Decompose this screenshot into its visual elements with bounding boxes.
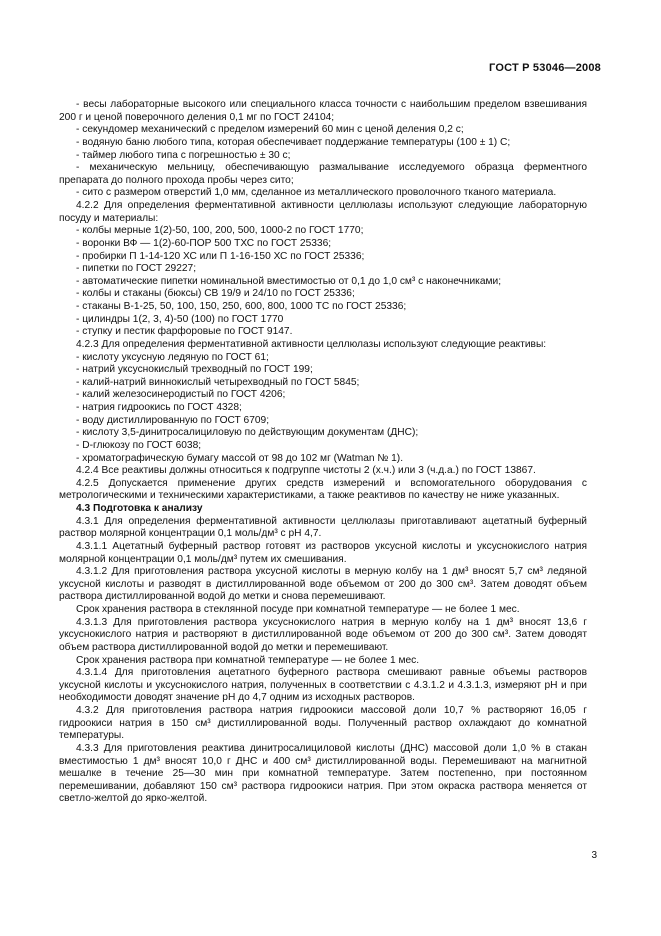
paragraph: - цилиндры 1(2, 3, 4)-50 (100) по ГОСТ 1770 — [76, 313, 284, 325]
page-number: 3 — [591, 850, 597, 861]
paragraph: 4.3.2 Для приготовления раствора натрия гидроокиси массовой доли 10,7 % растворяют 16,05 г гидроокиси натрия в 150 см³ дистиллированной воды. Полученный раствор охлаждают до комнатной температуры. — [59, 705, 587, 742]
section-heading: 4.3 Подготовка к анализу — [76, 503, 203, 514]
paragraph: - кислоту 3,5-динитросалициловую по действующим документам (ДНС); — [76, 427, 419, 439]
paragraph: 4.3.3 Для приготовления реактива динитросалициловой кислоты (ДНС) массовой доли 1,0 % в стакан вместимостью 1 дм³ вносят 10,0 г ДНС и 400 см³ дистиллированной воды. Перемешивают на магнитной мешалке в течение 25—30 мин при комнатной температуре. Затем постепенно, при постоянном перемешивании, добавляют 150 см³ раствора гидроокиси натрия. При этом окраска раствора меняется от светло-желтой до ярко-желтой. — [59, 742, 587, 805]
paragraph: - пробирки П 1-14-120 ХС или П 1-16-150 ХС по ГОСТ 25336; — [76, 250, 365, 262]
paragraph: - водяную баню любого типа, которая обеспечивает поддержание температуры (100 ± 1) С; — [76, 136, 511, 148]
paragraph: - D-глюкозу по ГОСТ 6038; — [76, 439, 202, 451]
paragraph: - весы лабораторные высокого или специального класса точности с наибольшим пределом взвешивания 200 г и ценой поверочного деления 0,1 мг по ГОСТ 24104; — [59, 99, 587, 123]
standard-header: ГОСТ Р 53046—2008 — [489, 62, 601, 74]
paragraph: Срок хранения раствора при комнатной температуре — не более 1 мес. — [76, 654, 420, 666]
paragraph: - ступку и пестик фарфоровые по ГОСТ 9147. — [76, 326, 293, 338]
paragraph: - колбы и стаканы (бюксы) СВ 19/9 и 24/10 по ГОСТ 25336; — [76, 288, 355, 300]
paragraph: Срок хранения раствора в стеклянной посуде при комнатной температуре — не более 1 мес. — [76, 604, 520, 615]
paragraph: - стаканы В-1-25, 50, 100, 150, 250, 600, 800, 1000 ТС по ГОСТ 25336; — [76, 301, 407, 312]
paragraph: 4.3.1 Для определения ферментативной активности целлюлазы приготавливают ацетатный буферный раствор молярной концентрации 0,1 моль/дм³ с pH 4,7. — [59, 515, 587, 540]
paragraph: 4.2.3 Для определения ферментативной активности целлюлазы используют следующие реактивы: — [76, 338, 547, 350]
paragraph: 4.2.5 Допускается применение других средств измерений и вспомогательного оборудования с метрологическими и техническими характеристиками, а также реактивов по качеству не ниже указанных. — [59, 477, 587, 502]
paragraph: - кислоту уксусную ледяную по ГОСТ 61; — [76, 351, 269, 363]
paragraph: - механическую мельницу, обеспечивающую размалывание исследуемого образца ферментного препарата до полного прохода пробы через сито; — [59, 162, 587, 186]
paragraph: - колбы мерные 1(2)-50, 100, 200, 500, 1000-2 по ГОСТ 1770; — [76, 225, 364, 237]
paragraph: - натрия гидроокись по ГОСТ 4328; — [76, 402, 242, 413]
paragraph: - калий железосинеродистый по ГОСТ 4206; — [76, 389, 286, 401]
paragraph: 4.3.1.3 Для приготовления раствора уксуснокислого натрия в мерную колбу на 1 дм³ вносят 13,6 г уксуснокислого натрия и растворяют в дистиллированной воде объемом от 200 до 300 см³. Затем доводят объем раствора дистиллированной водой до метки и перемешивают. — [59, 616, 587, 653]
paragraph: 4.2.2 Для определения ферментативной активности целлюлазы используют следующие лабораторную посуду и материалы: — [59, 200, 587, 224]
paragraph: - таймер любого типа с погрешностью ± 30 с; — [76, 149, 291, 161]
paragraph: - автоматические пипетки номинальной вместимостью от 0,1 до 1,0 см³ с наконечниками; — [76, 275, 502, 287]
paragraph: - калий-натрий виннокислый четырехводный по ГОСТ 5845; — [76, 376, 360, 388]
paragraph: 4.3.1.1 Ацетатный буферный раствор готовят из растворов уксусной кислоты и уксуснокислого натрия молярной концентрации 0,1 моль/дм³ путем их смешивания. — [59, 540, 587, 565]
paragraph: - пипетки по ГОСТ 29227; — [76, 263, 197, 275]
paragraph: - воронки ВФ — 1(2)-60-ПОР 500 ТХС по ГОСТ 25336; — [76, 237, 332, 249]
paragraph: - хроматографическую бумагу массой от 98 до 102 мг (Watman № 1). — [76, 452, 404, 464]
paragraph: 4.3.1.4 Для приготовления ацетатного буферного раствора смешивают равные объемы растворов уксусной кислоты и уксуснокислого натрия, полученных в соответствии с 4.3.1.2 и 4.3.1.3, измеряют pH и при необходимости доводят значение pH до 4,7 одним из исходных растворов. — [59, 667, 587, 704]
paragraph: 4.3.1.2 Для приготовления раствора уксусной кислоты в мерную колбу на 1 дм³ вносят 5,7 см³ ледяной уксусной кислоты и разводят в дистиллированной воде объемом от 200 до 300 см³. Затем доводят объем раствора дистиллированной водой до метки и снова перемешивают. — [59, 566, 587, 603]
paragraph: - сито с размером отверстий 1,0 мм, сделанное из металлического проволочного тканого материала. — [76, 187, 557, 199]
paragraph: - секундомер механический с пределом измерений 60 мин с ценой деления 0,2 с; — [76, 124, 464, 136]
document-body — [59, 99, 587, 806]
paragraph: - натрий уксуснокислый трехводный по ГОСТ 199; — [76, 364, 313, 376]
paragraph: - воду дистиллированную по ГОСТ 6709; — [76, 414, 270, 426]
paragraph: 4.2.4 Все реактивы должны относиться к подгруппе чистоты 2 (х.ч.) или 3 (ч.д.а.) по ГОСТ 13867. — [76, 465, 536, 477]
